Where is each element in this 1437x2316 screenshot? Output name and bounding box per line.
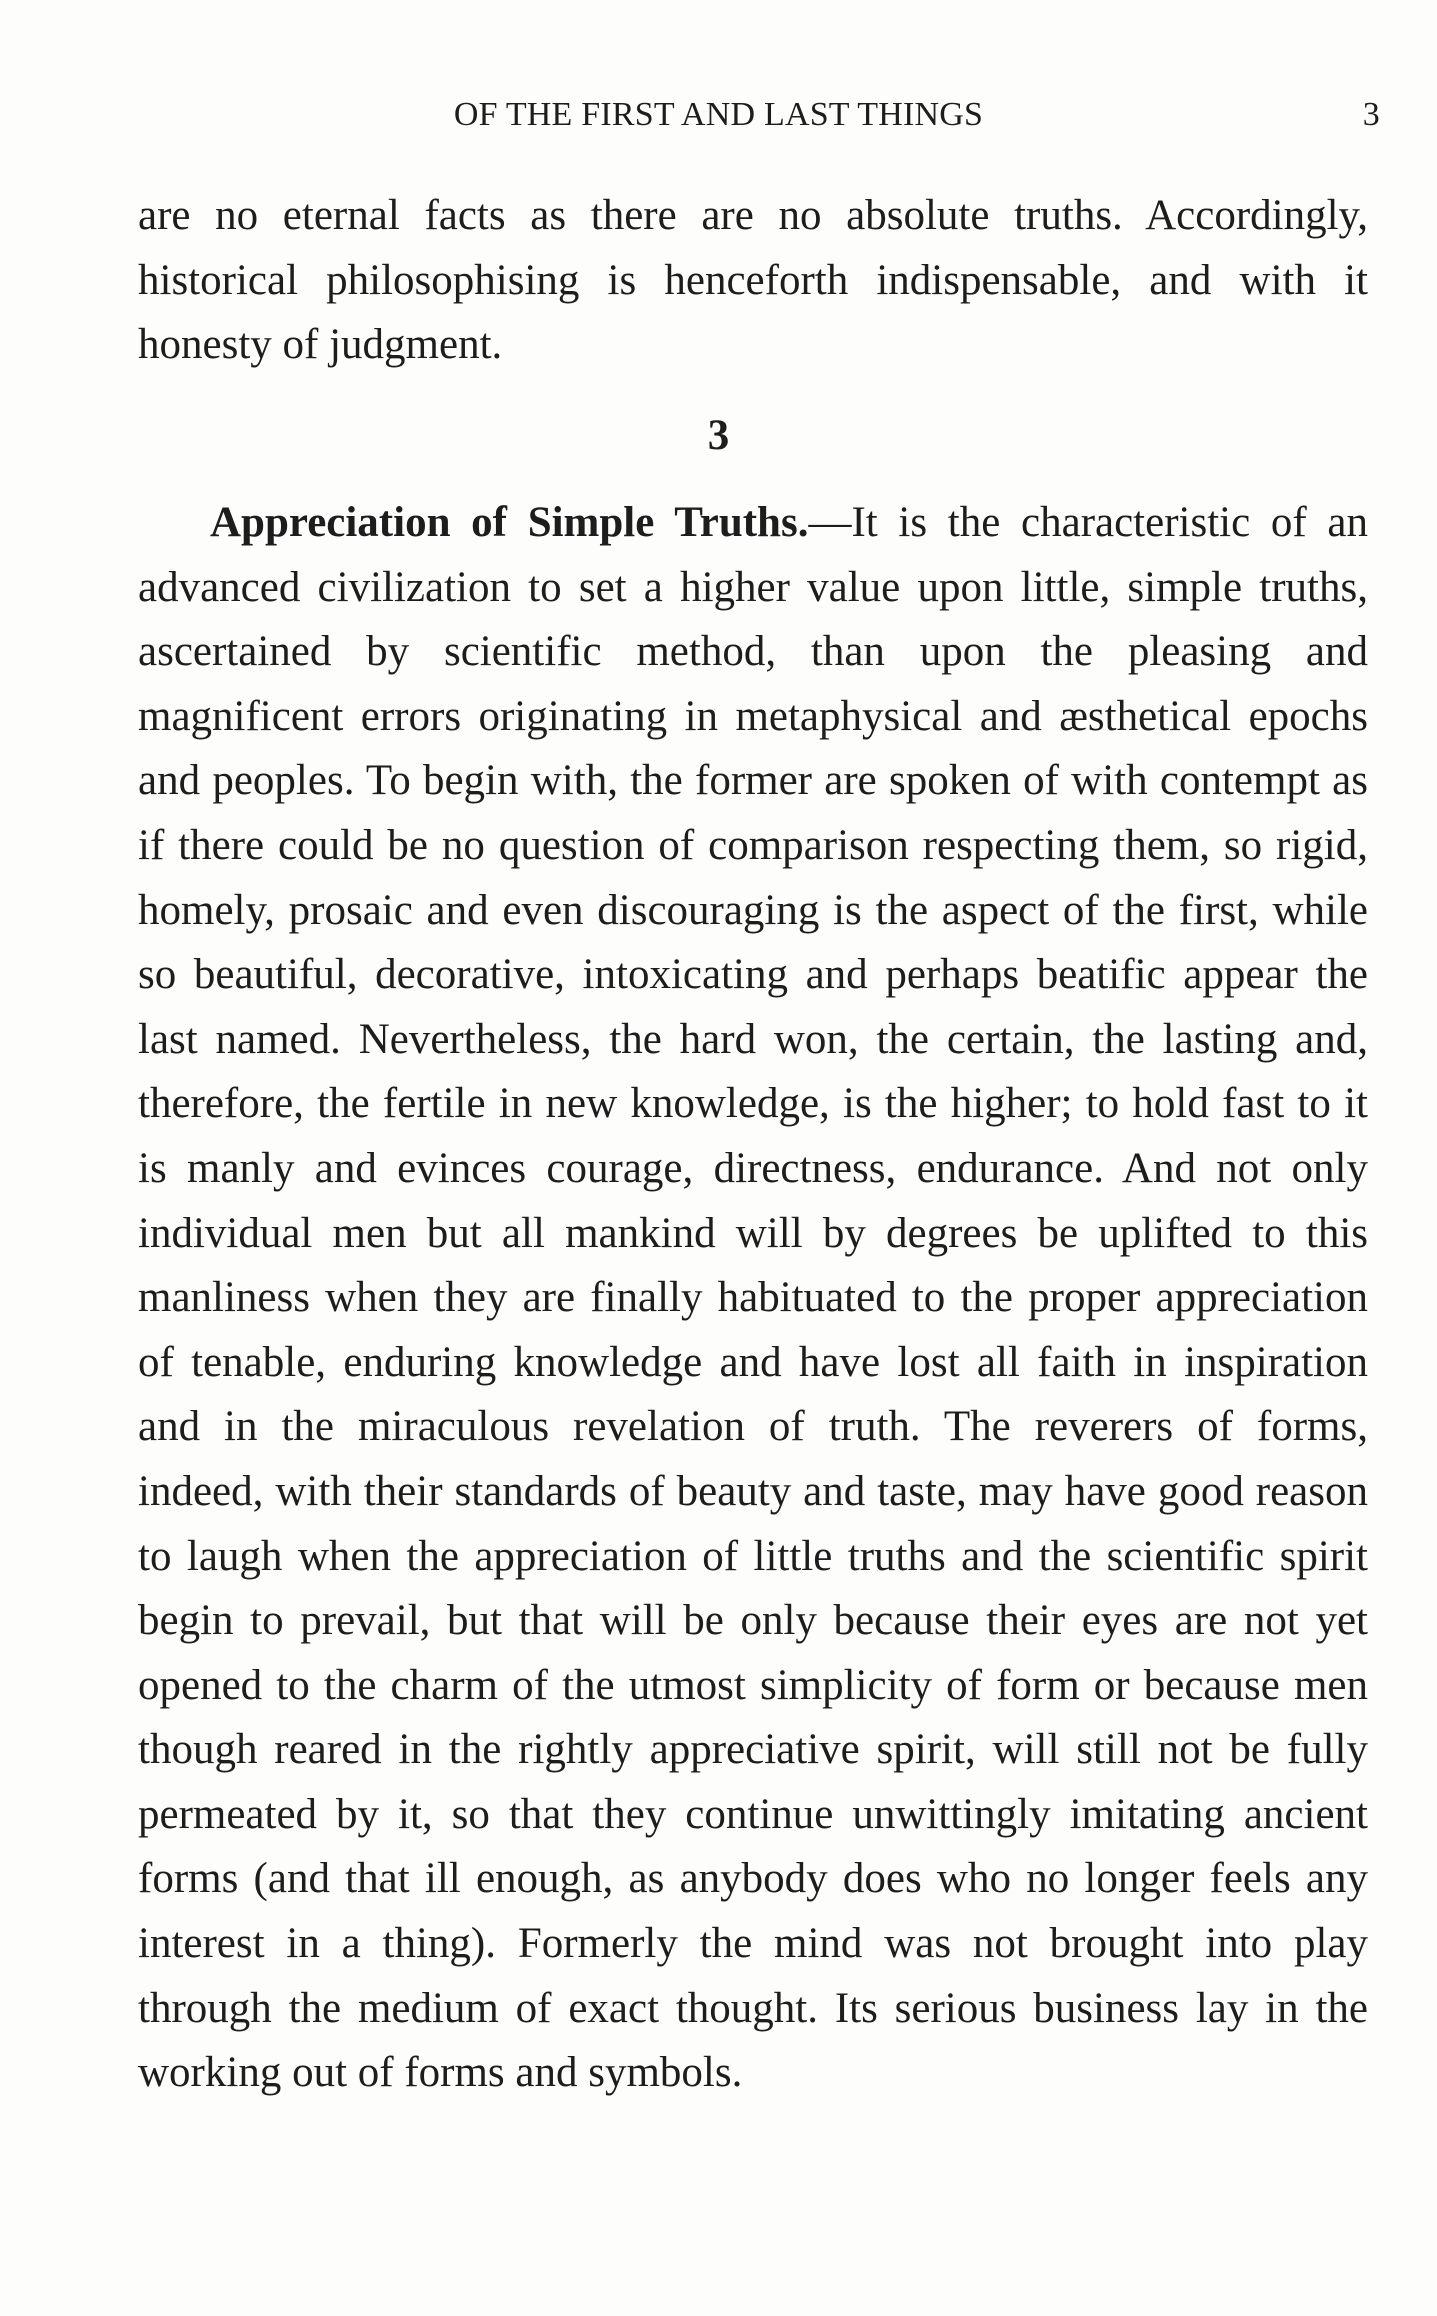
running-header <box>0 96 1437 140</box>
aphorism-block <box>138 491 1368 2106</box>
section-number: 3 <box>707 412 730 459</box>
running-title: OF THE FIRST AND LAST THINGS <box>453 96 984 133</box>
page-number: 3 <box>1362 96 1380 133</box>
aphorism-body: —It is the characteristic of an advanced civilization to set a higher value upon little, simple truths, ascertained by scientific method, than upon the pleasing and magnificent errors originating in metaphysical and æsthetical epochs and peoples. To begin with, the former are spoken of with contempt as if there could be no question of comparison respecting them, so rigid, homely, prosaic and even discouraging is the aspect of the first, while so beautiful, decorative, intoxicating and perhaps beatific appear the last named. Nevertheless, the hard won, the certain, the lasting and, therefore, the fertile in new knowledge, is the higher; to hold fast to it is manly and evinces courage, directness, endurance. And not only individual men but all mankind will by degrees be uplifted to this manliness when they are finally habituated to the proper appreciation of tenable, enduring knowledge and have lost all faith in inspiration and in the miraculous revelation of truth. The reverers of forms, indeed, with their standards of beauty and taste, may have good reason to laugh when the appreciation of little truths and the scientific spirit begin to prevail, but that will be only because their eyes are not yet opened to the charm of the utmost simplicity of form or because men though reared in the rightly appreciative spirit, will still not be fully permeated by it, so that they continue unwittingly imitating ancient forms (and that ill enough, as anybody does who no longer feels any interest in a thing). Formerly the mind was not brought into play through the medium of exact thought. Its serious business lay in the working out of forms and symbols. <box>138 499 1368 2097</box>
continued-paragraph: are no eternal facts as there are no absolute truths. Accordingly, historical philosophising is henceforth indispensable, and with it honesty of judgment. <box>138 192 1368 369</box>
continued-paragraph-block <box>138 184 1368 378</box>
aphorism-title: Appreciation of Simple Truths. <box>210 499 809 546</box>
aphorism-paragraph <box>138 491 1368 2106</box>
